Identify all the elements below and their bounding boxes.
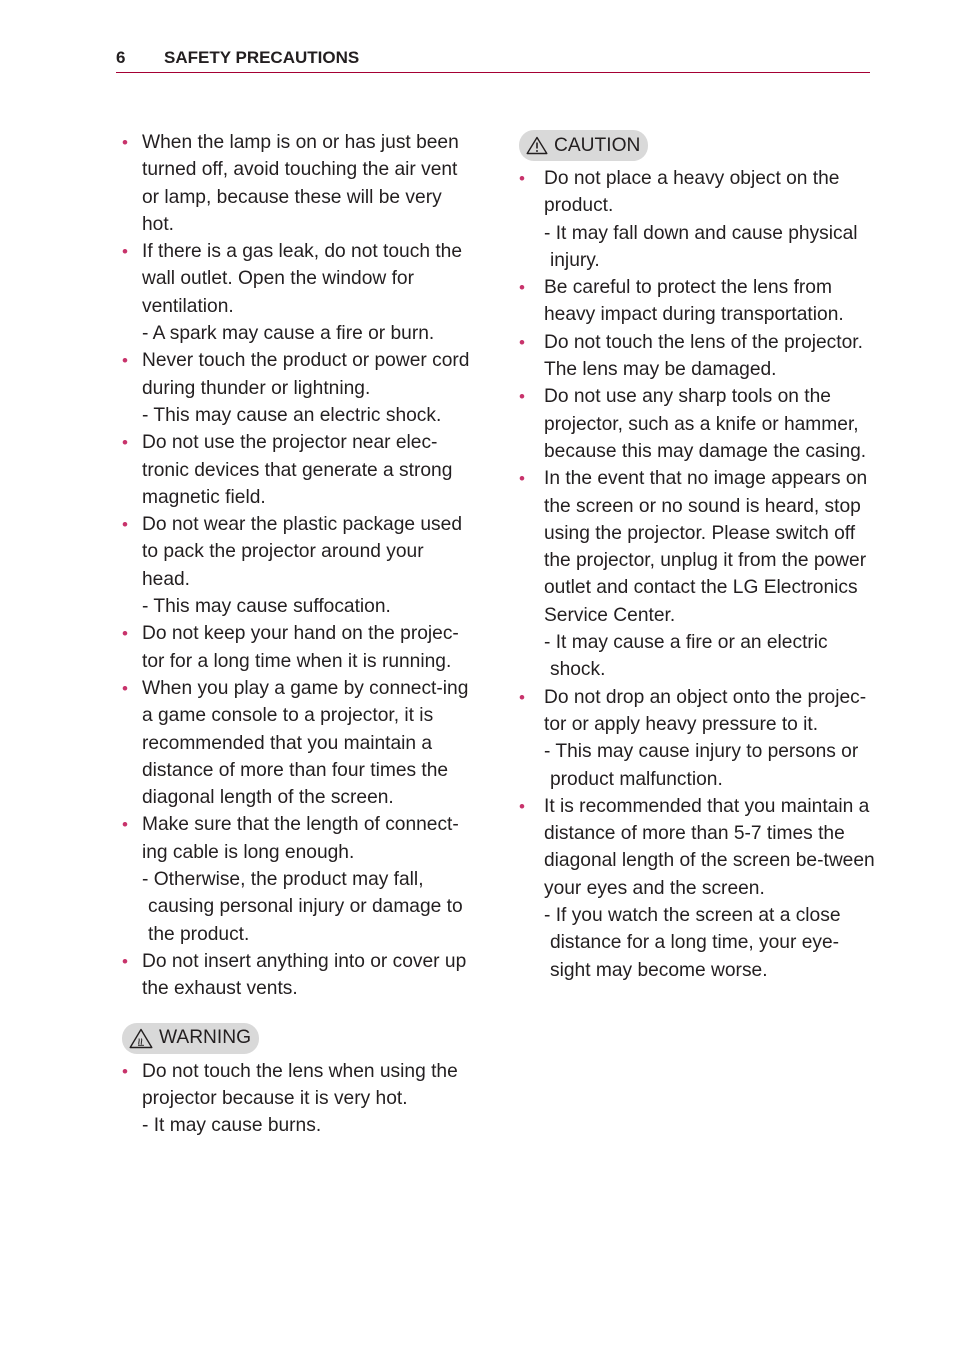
item-text: Do not wear the plastic package used to pack the projector around your head. [142,514,462,590]
item-note: - Otherwise, the product may fall, causing personal injury or damage to the product. [142,869,463,945]
item-text: Do not keep your hand on the projec-tor for a long time when it is running. [142,623,459,672]
item-text: Do not touch the lens when using the projector because it is very hot. [142,1060,458,1109]
item-text: Do not place a heavy object on the product. [544,168,840,217]
bullet-icon: • [122,433,128,453]
list-item [122,620,474,675]
caution-list [519,165,879,984]
item-note: - If you watch the screen at a close distance for a long time, your eye-sight may become worse. [544,905,841,981]
bullet-icon: • [122,951,128,971]
warning-label: WARNING [159,1027,252,1049]
section-title: SAFETY PRECAUTIONS [164,48,360,67]
list-item [519,383,879,465]
bullet-icon: • [519,387,525,407]
item-note: - It may fall down and cause physical injury. [544,222,858,271]
list-item [122,675,474,811]
item-text: Be careful to protect the lens from heavy impact during transportation. [544,277,844,326]
item-text: If there is a gas leak, do not touch the wall outlet. Open the window for ventilation. [142,241,462,317]
right-column [519,130,879,984]
left-safety-list [122,129,474,1003]
bullet-icon: • [122,515,128,535]
bullet-icon: • [122,351,128,371]
item-text: Do not touch the lens of the projector. The lens may be damaged. [544,331,863,381]
bullet-icon: • [122,242,128,262]
item-text: Make sure that the length of connect-ing cable is long enough. [142,814,459,863]
bullet-icon: • [122,624,128,644]
bullet-icon: • [519,169,525,188]
item-note: - It may cause a fire or an electric shock. [544,632,828,681]
item-note: - This may cause an electric shock. [142,404,442,426]
bullet-icon: • [122,678,128,698]
item-text: Never touch the product or power cord during thunder or lightning. [142,350,470,399]
warning-list [122,1058,474,1140]
item-note: - A spark may cause a fire or burn. [142,323,435,345]
left-column [122,129,474,1139]
page-header [116,46,870,73]
caution-icon [526,136,548,155]
item-text: When the lamp is on or has just been turned off, avoid touching the air vent or lamp, because these will be very hot. [142,132,459,235]
item-text: Do not use the projector near elec-tronic devices that generate a strong magnetic field. [142,432,453,508]
warning-section [122,1023,474,1140]
list-item [122,347,474,429]
list-item [519,274,879,329]
warning-badge [122,1023,259,1054]
list-item [519,793,879,984]
item-text: It is recommended that you maintain a distance of more than 5-7 times the diagonal length of the screen be-tween your eyes and the screen. [544,795,875,899]
list-item [122,429,474,511]
bullet-icon: • [122,1061,128,1081]
bullet-icon: • [122,133,128,152]
item-note: - This may cause injury to persons or product malfunction. [544,741,859,790]
bullet-icon: • [519,278,525,298]
list-item [122,948,474,1003]
item-note: - It may cause burns. [142,1115,322,1137]
bullet-icon: • [519,796,525,816]
list-item [519,329,879,384]
list-item [519,684,879,793]
warning-hot-icon [129,1028,153,1049]
caution-badge [519,130,648,161]
item-text: In the event that no image appears on the screen or no sound is heard, stop using the projector. Please switch off the projector, unplug it from the power outlet and contact the LG Electronics Service Center. [544,468,868,626]
list-item [519,465,879,683]
item-text: When you play a game by connect-ing a game console to a projector, it is recommended that you maintain a distance of more than four times the diagonal length of the screen. [142,677,469,809]
list-item [122,238,474,347]
item-text: Do not use any sharp tools on the projector, such as a knife or hammer, because this may damage the casing. [544,386,867,462]
bullet-icon: • [519,687,525,707]
item-note: - This may cause suffocation. [142,596,391,618]
list-item [122,811,474,947]
item-text: Do not drop an object onto the projec-tor or apply heavy pressure to it. [544,686,867,735]
bullet-icon: • [519,332,525,352]
caution-label: CAUTION [554,134,641,156]
list-item [122,511,474,620]
list-item [519,165,879,274]
list-item [122,129,474,238]
page-number: 6 [116,48,126,67]
item-text: Do not insert anything into or cover up the exhaust vents. [142,950,467,1000]
bullet-icon: • [122,815,128,835]
list-item [122,1058,474,1140]
bullet-icon: • [519,469,525,489]
